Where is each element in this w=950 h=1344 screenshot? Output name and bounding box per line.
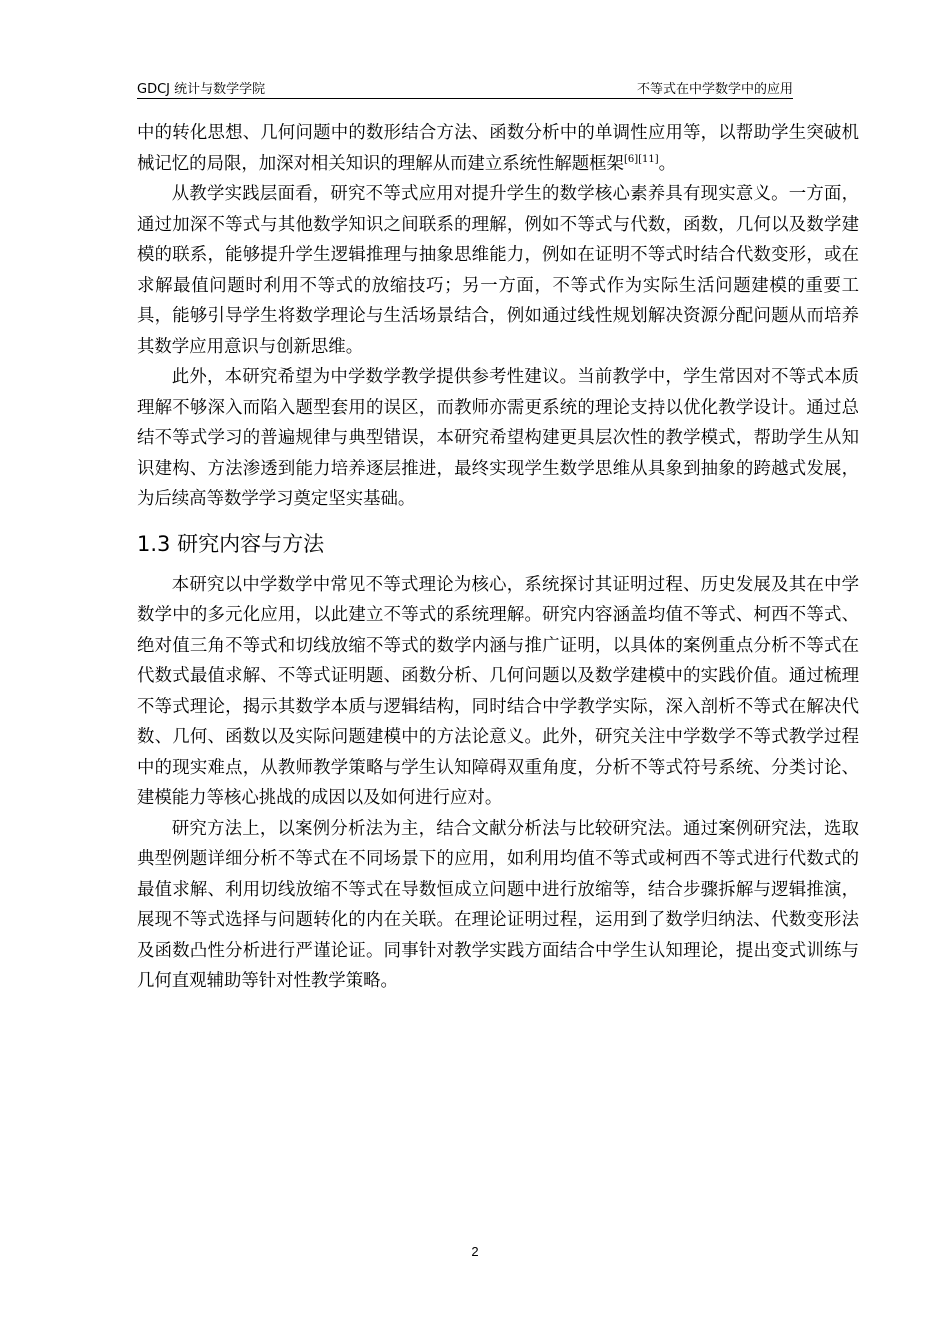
section-heading: 1.3 研究内容与方法 xyxy=(137,531,325,556)
header-rule xyxy=(137,98,793,99)
paragraph-4: 本研究以中学数学中常见不等式理论为核心，系统探讨其证明过程、历史发展及其在中学数学中的多元化应用，以此建立不等式的系统理解。研究内容涵盖均值不等式、柯西不等式、绝对值三角不等式和切线放缩不等式的数学内涵与推广证明，以具体的案例重点分析不等式在代数式最值求解、不等式证明题、函数分析、几何问题以及数学建模中的实践价值。通过梳理不等式理论，揭示其数学本质与逻辑结构，同时结合中学教学实际，深入剖析不等式在解决代数、几何、函数以及实际问题建模中的方法论意义。此外，研究关注中学数学不等式教学过程中的现实难点，从教师教学策略与学生认知障碍双重角度，分析不等式符号系统、分类讨论、建模能力等核心挑战的成因以及如何进行应对。 xyxy=(137,574,859,808)
body-text xyxy=(137,118,859,997)
header-title: 不等式在中学数学中的应用 xyxy=(636,82,793,97)
header-institution: GDCJ 统计与数学学院 xyxy=(137,82,266,97)
paragraph-1-text: 中的转化思想、几何问题中的数形结合方法、函数分析中的单调性应用等，以帮助学生突破机械记忆的局限，加深对相关知识的理解从而建立系统性解题框架 xyxy=(137,123,859,174)
paragraph-2: 从教学实践层面看，研究不等式应用对提升学生的数学核心素养具有现实意义。一方面，通过加深不等式与其他数学知识之间联系的理解，例如不等式与代数，函数，几何以及数学建模的联系，能够提升学生逻辑推理与抽象思维能力，例如在证明不等式时结合代数变形，或在求解最值问题时利用不等式的放缩技巧；另一方面，不等式作为实际生活问题建模的重要工具，能够引导学生将数学理论与生活场景结合，例如通过线性规划解决资源分配问题从而培养其数学应用意识与创新思维。 xyxy=(137,184,859,357)
paragraph-1 xyxy=(137,118,859,179)
paragraph-5: 研究方法上，以案例分析法为主，结合文献分析法与比较研究法。通过案例研究法，选取典型例题详细分析不等式在不同场景下的应用，如利用均值不等式或柯西不等式进行代数式的最值求解、利用切线放缩不等式在导数恒成立问题中进行放缩等，结合步骤拆解与逻辑推演，展现不等式选择与问题转化的内在关联。在理论证明过程，运用到了数学归纳法、代数变形法及函数凸性分析进行严谨论证。同事针对教学实践方面结合中学生认知理论，提出变式训练与几何直观辅助等针对性教学策略。 xyxy=(137,818,859,991)
paragraph-3: 此外，本研究希望为中学数学教学提供参考性建议。当前教学中，学生常因对不等式本质理解不够深入而陷入题型套用的误区，而教师亦需更系统的理论支持以优化教学设计。通过总结不等式学习的普遍规律与典型错误，本研究希望构建更具层次性的教学模式，帮助学生从知识建构、方法渗透到能力培养逐层推进，最终实现学生数学思维从具象到抽象的跨越式发展，为后续高等数学学习奠定坚实基础。 xyxy=(137,367,859,509)
running-header xyxy=(137,78,793,98)
citation-ref[interactable]: [6][11] xyxy=(623,153,659,165)
page-number: 2 xyxy=(471,1244,479,1259)
paragraph-1-end: 。 xyxy=(658,153,677,174)
